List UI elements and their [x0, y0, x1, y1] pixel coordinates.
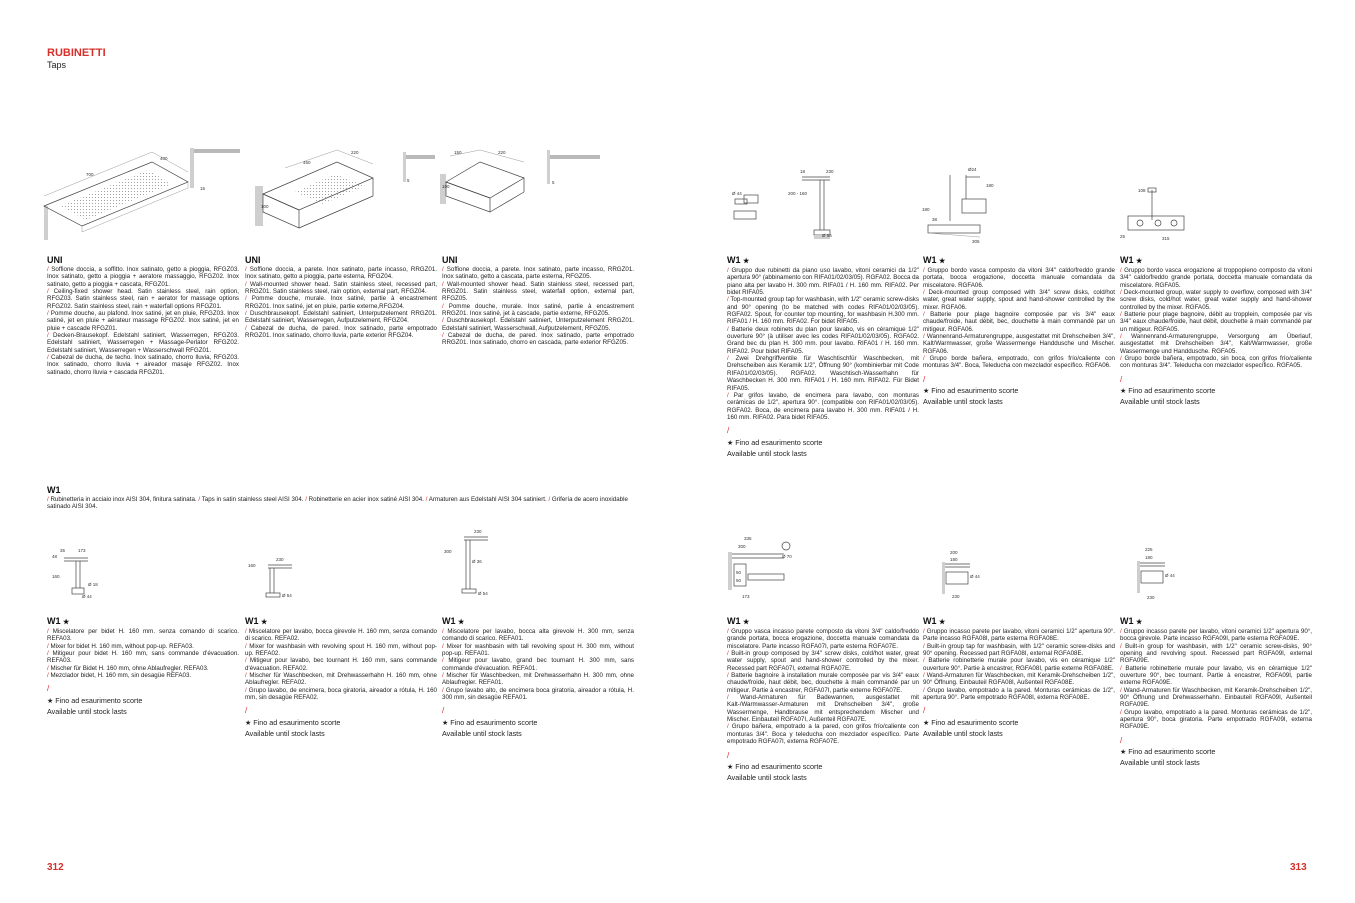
product-code: W1 ★: [923, 255, 946, 265]
stock-note: ★ Fino ad esaurimento scorte Available until stock lasts: [727, 761, 823, 782]
dim-700: 700: [86, 172, 94, 177]
dim-180-b: 180: [922, 207, 930, 212]
product-description: / Miscelatore per bidet H. 160 mm. senza comando di scarico. REFA03. / Mixer for bidet H. 160 mm, without pop-up. REFA03. / Mitigeur pour bidet H. 160 mm, sans commande d'évacuation. REFA03. / Mischer für Bidet H. 160 mm, ohne Ablaufregler. REFA03. / Mezclador bidet, H. 160 mm, sin desagüe REFA03.: [47, 628, 239, 680]
dim-o54: Ø 54: [282, 593, 292, 598]
stock-note: ★ Fino ad esaurimento scorte Available until stock lasts: [1120, 386, 1216, 407]
product-code: W1 ★: [1120, 255, 1143, 265]
dim-200: 200: [950, 550, 958, 555]
star-icon: ★: [727, 439, 734, 447]
drawing-refa01: [442, 527, 502, 599]
dim-300: 300: [444, 549, 452, 554]
product-description: / Miscelatore per lavabo, bocca girevole H. 160 mm, senza comando di scarico. REFA02. / Mixer for washbasin with revolving spout H. 160 mm, without pop-up. REFA02. / Mitigeur pour lavabo, bec tournant H. 160 mm, sans commande d'évacuation. REFA02. / Mischer für Waschbecken, mit Drehwasserhahn H. 160 mm, ohne Ablaufregler. REFA02. / Grupo lavabo, de encimera, boca giratoria, aireador a rótula, H. 160 mm, sin desagüe REFA02.: [245, 628, 437, 702]
product-description: / Gruppo incasso parete per lavabo, vitoni ceramici 1/2" apertura 90°, bocca girevole. Parte incasso RGFA09I, parte esterna RGFA09E. / Built-in group for washbasin, with 1/2" ceramic screw-disks, 90° opening and revolving spout. Recessed part RGFA09I, external RGFA09E. / Batterie robinetterie murale pour lavabo, vis en céramique 1/2" ouverture 90°, bec tournant. Partie à encastrer, RGFA09I, partie externe RGFA09E. / Wand-Armaturen für Waschbecken, mit Keramik-Drehscheiben 1/2", 90° Öffnung und Drehwasserhahn. Einbauteil RGFA09I, Außenteil RGFA09E. / Grupo lavabo, empotrado a la pared. Monturas cerámicas de 1/2", apertura 90°, boca giratoria. Parte empotrado RGFA09I, externa RGFA09E.: [1120, 628, 1312, 731]
dim-15: 15: [200, 186, 206, 191]
product-block-rgfa07: [727, 616, 919, 783]
section-subtitle: Taps: [47, 60, 67, 70]
dim-50-a: 50: [736, 570, 742, 575]
dim-400: 400: [160, 156, 168, 161]
slash-divider: /: [727, 426, 730, 436]
star-icon: ★: [1136, 258, 1143, 265]
drawing-rgfa09: [1125, 545, 1185, 601]
dim-230: 230: [826, 169, 834, 174]
dim-5: 5: [552, 180, 555, 185]
dim-160: 160: [52, 574, 60, 579]
dim-450: 450: [303, 160, 311, 165]
star-icon: ★: [939, 619, 946, 626]
product-block-rfgz03: [47, 255, 239, 376]
stock-note: ★ Fino ad esaurimento scorte Available until stock lasts: [245, 717, 341, 738]
product-code: W1 ★: [727, 255, 750, 265]
product-description: / Soffione doccia, a parete. Inox satinato, parte incasso, RRGZ01. Inox satinato, getto a pioggia, parte esterna, RFGZ04. / Wall-mounted shower head. Satin stainless steel, recessed part, RRGZ01. Satin stainless steel, rain option, external part, RFGZ04. / Pomme douche, murale. Inox satiné, partie à encastrement RRGZ01. Inox satiné, jet en pluie, partie externe,RFGZ04. / Duschbrausekopf. Edelstahl satiniert, Unterputzelement RRGZ01. Edelstahl satiniert, Wasserregen, Aufputzelement, RFGZ04. / Cabezal de ducha, de pared. Inox satinado, parte empotrado RRGZ01. Inox satinado, chorro lluvia, parte exterior RFGZ04.: [245, 266, 437, 340]
slash-divider: /: [727, 750, 730, 760]
drawing-refa03: [48, 548, 118, 598]
product-block-rgfa05: [1120, 255, 1312, 407]
slash-divider: /: [923, 374, 926, 384]
product-block-rfgz05: [442, 255, 634, 347]
product-code: W1 ★: [923, 616, 946, 626]
dim-315: 315: [1162, 236, 1170, 241]
drawing-rfgz04: [255, 148, 435, 240]
dim-48: 48: [52, 554, 58, 559]
dim-100: 100: [261, 204, 269, 209]
dim-150: 150: [454, 150, 462, 155]
star-icon: ★: [1120, 749, 1127, 757]
star-icon: ★: [743, 619, 750, 626]
star-icon: ★: [939, 258, 946, 265]
dim-230: 230: [952, 594, 960, 599]
drawing-refa02: [248, 555, 308, 600]
slash-divider: /: [442, 706, 445, 716]
section-title: RUBINETTI: [47, 47, 106, 59]
dim-100: 100: [442, 184, 450, 189]
product-code: UNI: [245, 255, 261, 265]
dim-300: 300: [738, 544, 746, 549]
stock-note: ★ Fino ad esaurimento scorte Available until stock lasts: [727, 437, 823, 458]
slash-divider: /: [923, 706, 926, 716]
dim-5: 5: [407, 178, 410, 183]
dim-50-b: 50: [736, 578, 742, 583]
product-code: W1 ★: [245, 616, 268, 626]
drawing-rgfa08: [930, 548, 990, 600]
plate-outline: [446, 162, 524, 198]
star-icon: ★: [1136, 619, 1143, 626]
dim-108: 108: [1138, 188, 1146, 193]
dim-220: 220: [351, 150, 359, 155]
product-block-refa02: [245, 616, 437, 739]
dim-230: 230: [276, 557, 284, 562]
page-number-right: 313: [1290, 862, 1307, 873]
drawing-rfgz05: [440, 148, 620, 240]
star-icon: ★: [727, 763, 734, 771]
drawing-rfgz03: [40, 148, 240, 240]
page-number-left: 312: [47, 862, 64, 873]
star-icon: ★: [261, 619, 268, 626]
star-icon: ★: [47, 697, 54, 705]
dim-160: 160: [248, 563, 256, 568]
drawing-rgfa05: [1118, 180, 1228, 245]
dim-335: 335: [744, 536, 752, 541]
product-block-rgfa09: [1120, 616, 1312, 768]
stock-note: ★ Fino ad esaurimento scorte Available until stock lasts: [47, 695, 143, 716]
product-description: / Gruppo bordo vasca composto da vitoni 3/4" caldo/freddo grande portata, bocca erogazione, doccetta manuale comandata da miscelatore. RGFA06. / Deck-mounted group composed with 3/4" screw disks, cold/hot water, great water supply, spout and hand-shower controlled by the mixer. RGFA06. / Batterie pour plage bagnoire composée par vis 3/4" eaux chaude/froide, haut débit, bec, douchette à main commandé par un mitigeur. RGFA06. / Wannenrand-Armaturengruppe, ausgestattet mit Drehscheiben 3/4", Kalt/Warmwasser, große Wassermenge Handdusche und Mischer. RGFA06. / Grupo borde bañera, empotrado, con grifos frío/caliente con monturas 3/4". Boca, Teleducha con mezclador específico. RGFA06.: [923, 267, 1115, 370]
product-block-rgfa08: [923, 616, 1115, 739]
dim-o44: Ø 44: [1165, 573, 1175, 578]
slash-divider: /: [1120, 735, 1123, 745]
star-icon: ★: [442, 719, 449, 727]
dim-o70: Ø 70: [782, 554, 792, 559]
product-code: W1 ★: [1120, 616, 1143, 626]
dim-o54: Ø 54: [478, 591, 488, 596]
drawing-rgfa06: [920, 165, 1030, 245]
product-code: UNI: [47, 255, 63, 265]
dim-220: 220: [498, 150, 506, 155]
dim-o18: Ø 18: [88, 582, 98, 587]
star-icon: ★: [245, 719, 252, 727]
section-code: W1: [47, 485, 61, 495]
dim-o24: Ø24: [968, 167, 977, 172]
dim-230: 230: [1147, 595, 1155, 600]
dim-o36: Ø 36: [472, 559, 482, 564]
star-icon: ★: [458, 619, 465, 626]
product-block-refa03: [47, 616, 239, 717]
product-description: / Gruppo vasca incasso parete composto da vitoni 3/4" caldo/freddo grande portata, bocca erogazione, doccetta manuale comandata da miscelatore. Parte incasso RGFA07I, parte esterna RGFA07E. / Built-in group composed by 3/4" screw disks, cold/hot water, great water supply, spout and hand-shower controlled by the mixer. Recessed part RGFA07I, external RGFA07E. / Batterie bagnoire à installation murale composée par vis 3/4" eaux chaude/froide, haut débit, bec, douchette à main commandé par un mitigeur. Partie à encastrer, RGFA07I, partie externe RGFA07E. / Wand-Armaturen für Badewannen, ausgestattet mit Kalt-/Warmwasser-Armaturen mit Drehscheiben 3/4", große Wassermenge, Handbrause mit entsprechendem Mischer und Mischer. Einbauteil RGFA07I, Außenteil RGFA07E. / Grupo bañera, empotrado a la pared, con grifos frío/caliente con monturas 3/4". Boca y teleducha con mezclador específico. Parte empotrado RGFA07I, externa RGFA07E.: [727, 628, 919, 746]
product-block-rgfa06: [923, 255, 1115, 407]
section-w1-intro: W1 / Rubinetteria in acciaio inox AISI 304, finitura satinata. / Taps in satin stainless steel AISI 304. / Robinetterie en acier inox satiné AISI 304. / Armaturen aus Edelstahl AISI 304 satiniert. / Grifería de acero inoxidable satinado AISI 304.: [47, 485, 632, 511]
star-icon: ★: [923, 388, 930, 396]
product-block-refa01: [442, 616, 634, 739]
dim-o44: Ø 44: [82, 594, 92, 599]
star-icon: ★: [1120, 388, 1127, 396]
dim-38: 38: [932, 217, 938, 222]
star-icon: ★: [923, 719, 930, 727]
slash-divider: /: [245, 706, 248, 716]
dim-200-160: 200 - 160: [788, 191, 808, 196]
stock-note: ★ Fino ad esaurimento scorte Available until stock lasts: [923, 717, 1019, 738]
stock-note: ★ Fino ad esaurimento scorte Available until stock lasts: [1120, 747, 1216, 768]
product-code: W1 ★: [47, 616, 70, 626]
product-description: / Soffione doccia, a soffitto. Inox satinato, getto a pioggia, RFGZ03. Inox satinato, getto a pioggia + aeratore massaggio, RFGZ02. Inox satinato, getto a pioggia + cascata, RFGZ01. / Ceiling-fixed shower head. Satin stainless steel, rain option, RFGZ03. Satin stainless steel, rain + aerator for massage options RFGZ02. Satin stainless steel, rain + waterfall options RFGZ01. / Pomme douche, au plafond. Inox satiné, jet en pluie, RFGZ03. Inox satiné, jet en pluie + aérateur massage RFGZ02. Inox satiné, jet en pluie + cascade RFGZ01. / Decken-Brausekopf. Edelstahl satiniert, Wasserregen, RFGZ03. Edelstahl satiniert, Wasserregen + Massage-Perlator RFGZ02. Edelstahl satiniert, Wasserregen + Wasserschwall RFGZ01. / Cabezal de ducha, de techo. Inox satinado, chorro lluvia, RFGZ03. Inox satinado, chorro lluvia + aireador masaje RFGZ02. Inox satinado, chorro lluvia + cascada RFGZ01.: [47, 266, 239, 376]
product-description: / Miscelatore per lavabo, bocca alta girevole H. 300 mm, senza comando di scarico. REFA01. / Mixer for washbasin with tall revolving spout H. 300 mm, without pop-up. REFA01. / Mitigeur pour lavabo, grand bec tournant H. 300 mm, sans commande d'évacuation. REFA01. / Mischer für Waschbecken, mit Drehwasserhahn H. 300 mm, ohne Ablaufregler. REFA01. / Grupo lavabo alto, de encimera boca giratoria, aireador a rótula, H. 300 mm, sin desagüe REFA01.: [442, 628, 634, 702]
product-code: UNI: [442, 255, 458, 265]
dim-225: 225: [1145, 547, 1153, 552]
dim-56: Ø 56: [822, 233, 832, 238]
product-block-rfgz04: [245, 255, 437, 339]
product-description: / Gruppo bordo vasca erogazione al troppopieno composto da vitoni 3/4" caldo/freddo grande portata, doccetta manuale comandata da miscelatore. RGFA05. / Deck-mounted group, water supply to overflow, composed with 3/4" screw disks, cold/hot water, great water supply and hand-shower controlled by the mixer. RGFA05. / Batterie pour plage bagnoire, débit au tropplein, composée par vis 3/4" eaux chaude/froide, haut débit, douchette à main commandé par un mitigeur. RGFA05. / Wannenrand-Armaturengruppe, Versorgung am Überlauf, ausgestattet mit Drehscheiben 3/4", Kalt/Warmwasser, große Wassermenge und Handdusche. RGFA05. / Grupo borde bañera, empotrado, sin boca, con grifos frío/caliente con monturas 3/4". Teleducha con mezclador específico. RGFA05.: [1120, 267, 1312, 370]
star-icon: ★: [63, 619, 70, 626]
slash-divider: /: [1120, 374, 1123, 384]
dim-18: 18: [800, 169, 806, 174]
wall-section: [44, 206, 48, 240]
dim-305: 305: [972, 239, 980, 244]
nozzle-pattern: [60, 170, 172, 220]
drawing-rgfa02: [730, 165, 850, 245]
slash-divider: /: [47, 684, 50, 694]
star-icon: ★: [743, 258, 750, 265]
dim-173: 173: [742, 594, 750, 599]
drawing-rgfa07: [728, 534, 798, 600]
dim-25: 25: [1120, 234, 1126, 239]
dim-44: Ø 44: [732, 191, 742, 196]
dim-230: 230: [474, 529, 482, 534]
dim-180: 180: [950, 557, 958, 562]
product-code: W1 ★: [442, 616, 465, 626]
product-block-rgfa02: [727, 255, 919, 459]
dim-35: 35: [60, 548, 66, 553]
dim-173: 173: [78, 548, 86, 553]
dim-180-a: 180: [986, 183, 994, 188]
dim-o44: Ø 44: [970, 574, 980, 579]
product-description: / Gruppo incasso parete per lavabo, vitoni ceramici 1/2" apertura 90°. Parte incasso RGFA08I, parte esterna RGFA08E. / Built-in group tap for washbasin, with 1/2" ceramic screw-disks and 90° opening. Recessed part RGFA08I, external RGFA08E. / Batterie robinetterie murale pour lavabo, vis en céramique 1/2" ouverture 90°. Partie à encastrer, RGFA08I, partie externe RGFA08E. / Wand-Armaturen für Waschbecken, mit Keramik-Drehscheiben 1/2", 90° Öffnung. Einbauteil RGFA08I, Außenteil RGFA08E. / Grupo lavabo, empotrado a la pared. Monturas cerámicas de 1/2", apertura 90°. Parte empotrado RGFA08I, externa RGFA08E.: [923, 628, 1115, 702]
stock-note: ★ Fino ad esaurimento scorte Available until stock lasts: [442, 717, 538, 738]
product-description: / Gruppo due rubinetti da piano uso lavabo, vitoni ceramici da 1/2" apertura 90° (abbinamento con RIFA01/02/03/05). RGFA02. Bocca da piano alta per lavabo H. 300 mm. RIFA01 / H. 160 mm. RIFA02. Per bidet RIFA05. / Top-mounted group tap for washbasin, with 1/2" ceramic screw-disks and 90° opening (to be matched with codes RIFA01/02/03/05). RGFA02. Spout, for counter top mounting, for washbasin H.300 mm. RIFA01 / H. 160 mm. RIFA02. For bidet RIFA05. / Batterie deux robinets du plan pour lavabo, vis en céramique 1/2" ouverture 90° (à utiliser avec les codes RIFA01/02/03/05). RGFA02. Grand bec du plan H. 300 mm. pour lavabo. RIFA01 / H. 160 mm. RIFA02. Pour bidet RIFA05. / Zwei Drehgriffventile für Waschtischfür Waschbecken, mit Drehscheiben aus Keramik 1/2", Öffnung 90° (kombinierbar mit Code RIFA01/02/03/05). RGFA02. Waschtisch-Wasserhahn für Waschbecken H. 300 mm. RIFA01 / H. 160 mm. RIFA02. Für Bidet RIFA05. / Par grifos lavabo, de encimera para lavabo, con monturas cerámicas de 1/2", apertura 90°. (compatible con RIFA01/02/03/05). RGFA02. Boca, de encimera para lavabo H. 300 mm. RIFA01 / H. 160 mm. RIFA02. Para bidet RIFA05.: [727, 267, 919, 421]
stock-note: ★ Fino ad esaurimento scorte Available until stock lasts: [923, 386, 1019, 407]
product-description: / Soffione doccia, a parete. Inox satinato, parte incasso, RRGZ01. Inox satinato, getto a cascata, parte esterna, RFGZ05. / Wall-mounted shower head. Satin stainless steel, recessed part, RRGZ01. Satin stainless steel, waterfall option, external part, RFGZ05. / Pomme douche, murale. Inox satiné, partie à encastrement RRGZ01. Inox satiné, jet à cascade, partie externe, RFGZ05. / Duschbrausekopf. Edelstahl satiniert, Unterputzelement RRGZ01. Edelstahl satiniert, Wasserschwall, Aufputzelement, RFGZ05. / Cabezal de ducha, de pared. Inox satinado, parte empotrado RRGZ01. Inox satinado, chorro en cascada, parte exterior RFGZ05.: [442, 266, 634, 347]
product-code: W1 ★: [727, 616, 750, 626]
dim-180: 180: [1145, 555, 1153, 560]
